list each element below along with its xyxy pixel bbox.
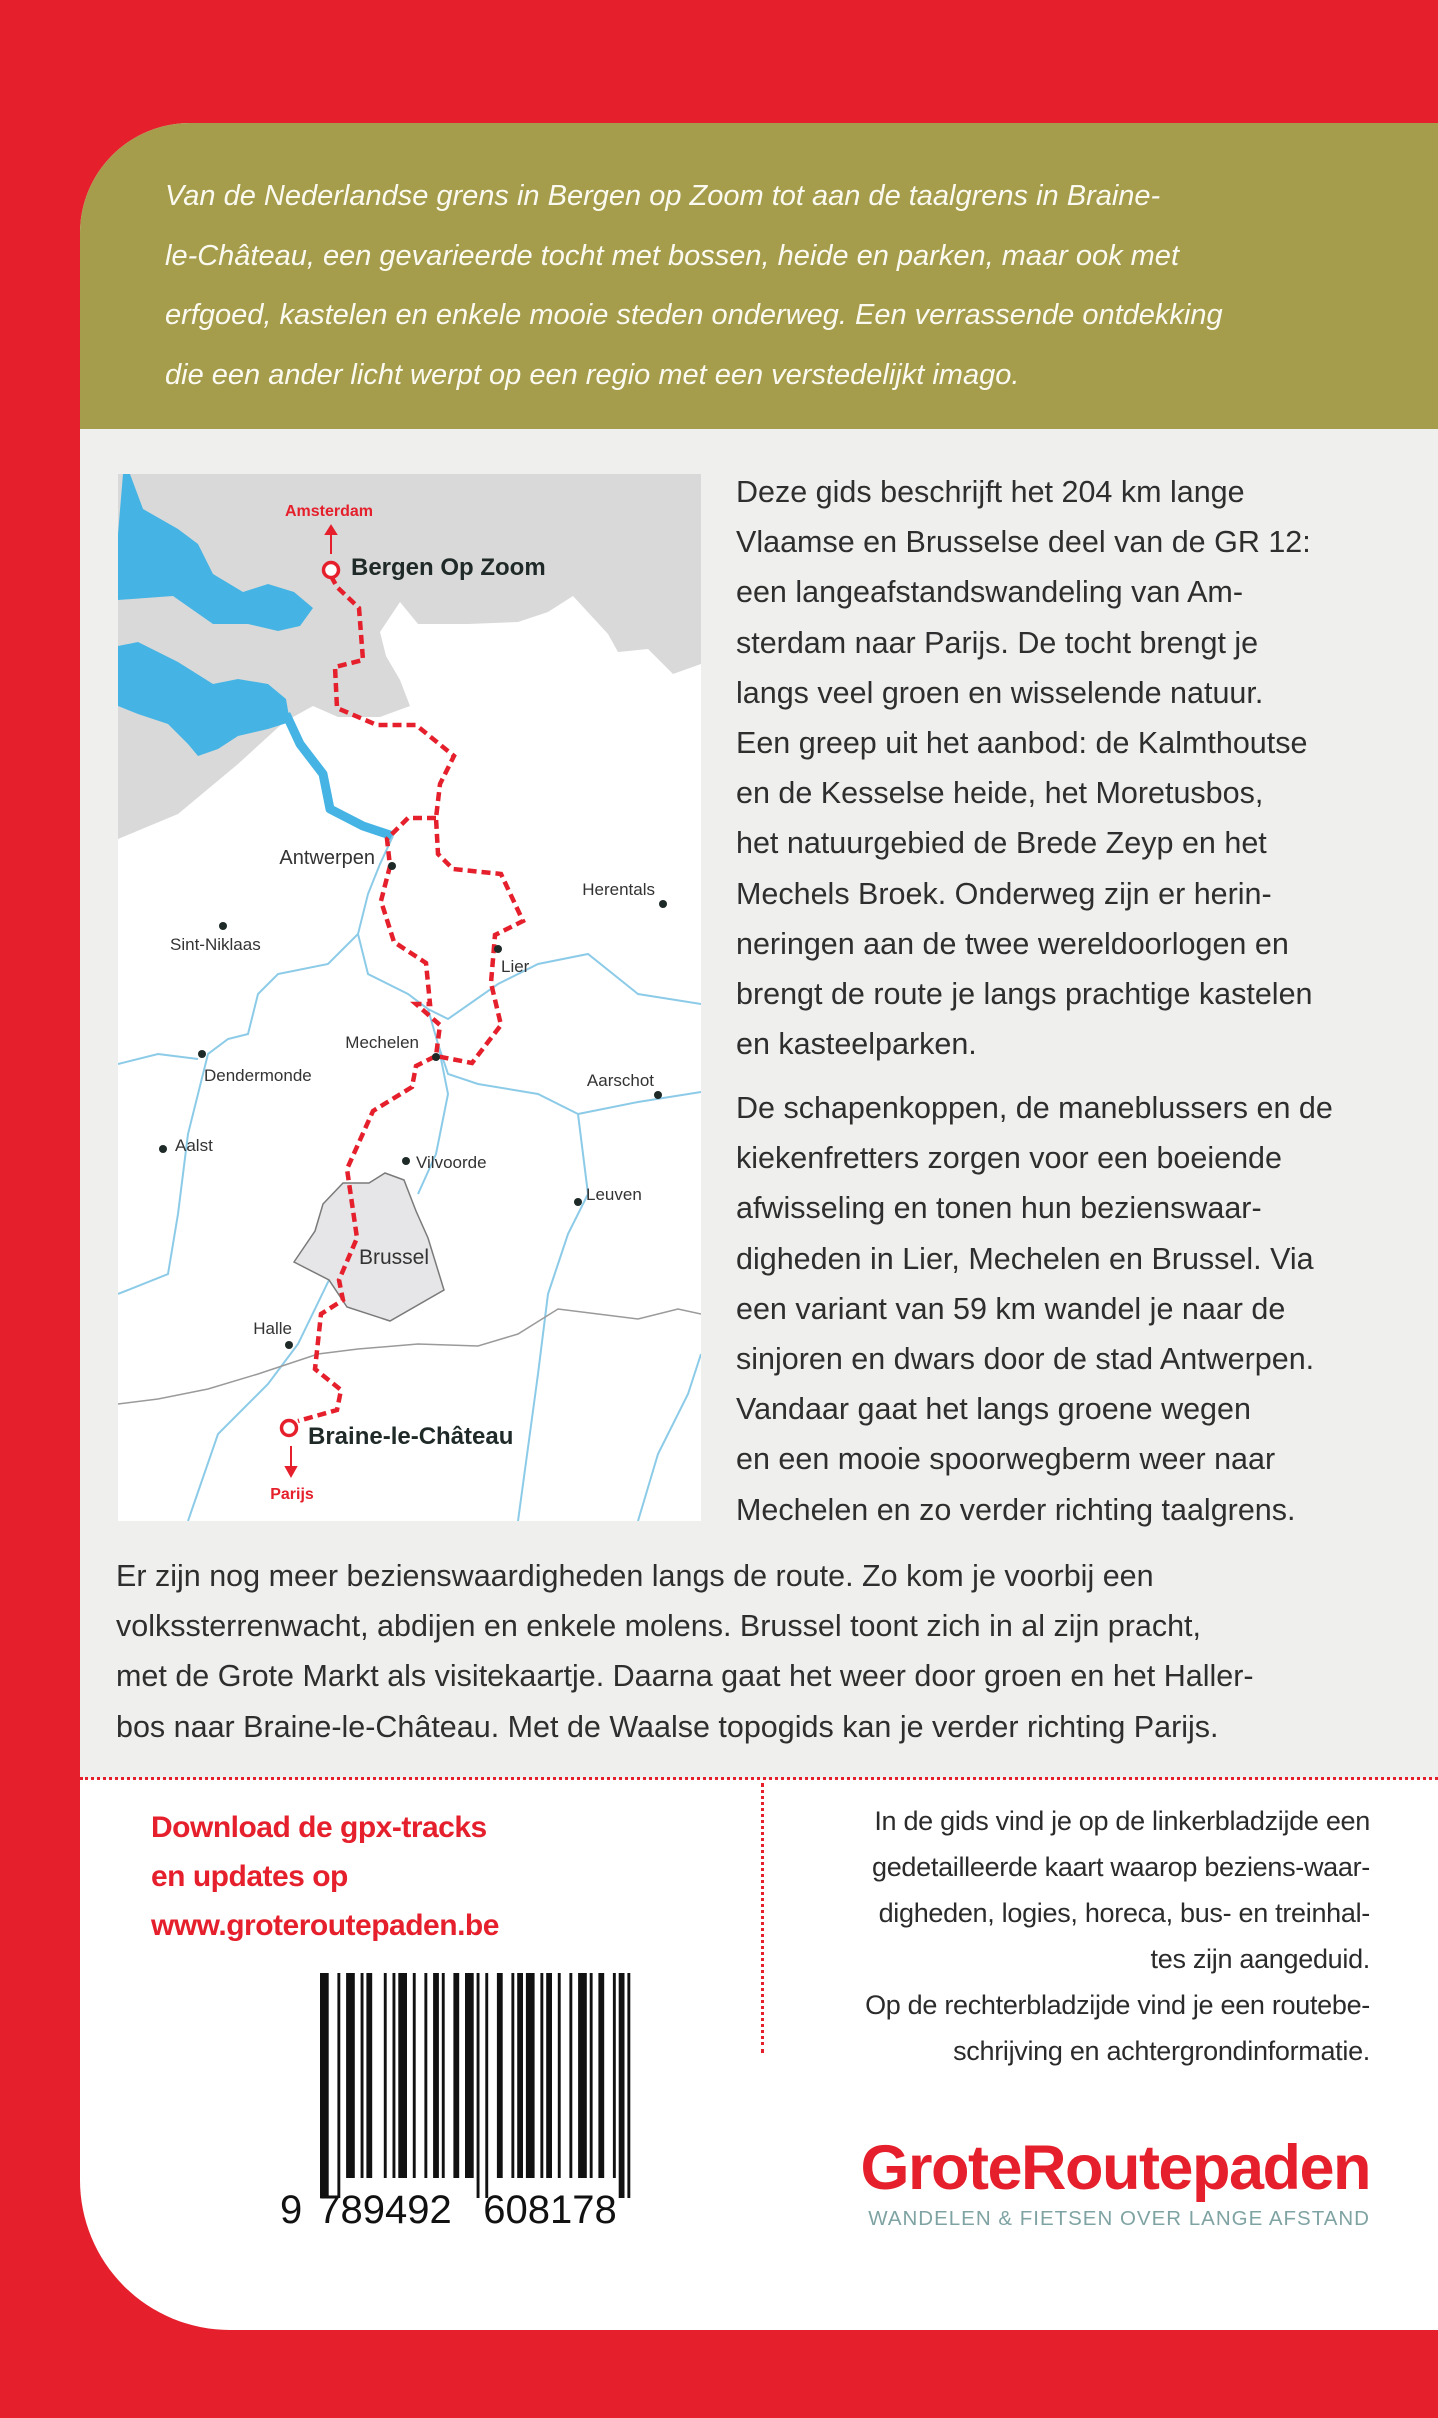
city-label-halle: Halle bbox=[253, 1319, 292, 1338]
barcode-bars bbox=[320, 1973, 630, 2198]
text-line: Download de gpx-tracks bbox=[151, 1811, 487, 1844]
end-label: Braine-le-Château bbox=[308, 1423, 514, 1450]
barcode-group-1: 789492 bbox=[318, 2188, 452, 2232]
barcode-bar bbox=[578, 1973, 587, 2178]
city-label-antwerpen: Antwerpen bbox=[279, 847, 375, 869]
text-line: brengt de route je langs prachtige kastelen bbox=[736, 977, 1313, 1012]
city-label-dendermonde: Dendermonde bbox=[204, 1066, 312, 1085]
text-line: kiekenfretters zorgen voor een boeiende bbox=[736, 1141, 1282, 1176]
description-paragraph-2 bbox=[736, 1083, 1333, 1535]
barcode-bar bbox=[598, 1973, 604, 2178]
text-line: en updates op bbox=[151, 1860, 348, 1893]
dotted-vertical-divider bbox=[761, 1783, 764, 2053]
city-label-leuven: Leuven bbox=[586, 1185, 642, 1204]
city-label-herentals: Herentals bbox=[582, 880, 655, 899]
logo-name: GroteRoutepaden bbox=[860, 2133, 1370, 2203]
barcode-bar bbox=[477, 1973, 480, 2198]
description-paragraph-3 bbox=[116, 1551, 1254, 1752]
description-paragraph-1 bbox=[736, 467, 1313, 1069]
barcode-bar bbox=[485, 1973, 488, 2198]
barcode-bar bbox=[361, 1973, 364, 2178]
text-line: met de Grote Markt als visitekaartje. Daarna gaat het weer door groen en het Haller- bbox=[116, 1659, 1254, 1694]
barcode-bar bbox=[627, 1973, 630, 2198]
city-label-aarschot: Aarschot bbox=[586, 1071, 654, 1090]
dotted-divider bbox=[80, 1777, 1438, 1780]
city-label-brussel: Brussel bbox=[359, 1246, 430, 1269]
barcode-bar bbox=[366, 1973, 372, 2178]
text-line: en een mooie spoorwegberm weer naar bbox=[736, 1442, 1276, 1477]
barcode-first-digit: 9 bbox=[280, 2188, 303, 2232]
barcode-bar bbox=[546, 1973, 552, 2178]
barcode-bar bbox=[558, 1973, 561, 2178]
text-line: sterdam naar Parijs. De tocht brengt je bbox=[736, 625, 1259, 660]
barcode-bar bbox=[337, 1973, 340, 2198]
city-label-aalst: Aalst bbox=[175, 1136, 213, 1155]
south-direction-label: Parijs bbox=[270, 1486, 314, 1503]
isbn-barcode bbox=[270, 1973, 670, 2233]
text-line: een variant van 59 km wandel je naar de bbox=[736, 1291, 1286, 1326]
text-line: tes zijn aangeduid. bbox=[1150, 1944, 1370, 1974]
download-notice bbox=[151, 1803, 499, 1950]
text-line: langs veel groen en wisselende natuur. bbox=[736, 675, 1264, 710]
barcode-bar bbox=[540, 1973, 543, 2178]
text-line: Mechels Broek. Onderweg zijn er herin- bbox=[736, 876, 1272, 911]
north-direction-label: Amsterdam bbox=[284, 503, 374, 520]
text-line: gedetailleerde kaart waarop beziens-waar- bbox=[872, 1852, 1370, 1882]
barcode-bar bbox=[590, 1973, 593, 2178]
start-label: Bergen Op Zoom bbox=[351, 554, 546, 581]
text-line: digheden in Lier, Mechelen en Brussel. Via bbox=[736, 1241, 1314, 1276]
barcode-bar bbox=[497, 1973, 503, 2178]
text-line: en kasteelparken. bbox=[736, 1027, 977, 1062]
city-label-lier: Lier bbox=[501, 957, 530, 976]
barcode-bar bbox=[384, 1973, 387, 2178]
barcode-bar bbox=[511, 1973, 514, 2178]
text-line: le-Château, een gevarieerde tocht met bossen, heide en parken, maar ook met bbox=[165, 239, 1179, 272]
barcode-bar bbox=[465, 1973, 474, 2178]
text-line: Op de rechterbladzijde vind je een routebe- bbox=[865, 1990, 1370, 2020]
text-line: het natuurgebied de Brede Zeyp en het bbox=[736, 826, 1267, 861]
barcode-bar bbox=[433, 1973, 439, 2178]
text-line: Vlaamse en Brusselse deel van de GR 12: bbox=[736, 525, 1311, 560]
barcode-bar bbox=[569, 1973, 572, 2178]
city-label-mechelen: Mechelen bbox=[345, 1033, 419, 1052]
city-label-sint-niklaas: Sint-Niklaas bbox=[170, 935, 261, 954]
text-line: afwisseling en tonen hun bezienswaar- bbox=[736, 1191, 1262, 1226]
barcode-bar bbox=[526, 1973, 535, 2178]
barcode-bar bbox=[413, 1973, 416, 2178]
text-line: Een greep uit het aanbod: de Kalmthoutse bbox=[736, 726, 1308, 761]
intro-band bbox=[80, 123, 1438, 429]
intro-text bbox=[165, 167, 1223, 405]
barcode-bar bbox=[613, 1973, 616, 2178]
text-line: erfgoed, kastelen en enkele mooie steden onderweg. Een verrassende ontdekking bbox=[165, 299, 1223, 331]
route-map bbox=[118, 474, 701, 1521]
barcode-bar bbox=[398, 1973, 407, 2178]
text-line: bos naar Braine-le-Château. Met de Waalse topogids kan je verder richting Parijs. bbox=[116, 1709, 1219, 1744]
start-marker bbox=[324, 563, 339, 578]
barcode-bar bbox=[517, 1973, 523, 2178]
text-line: schrijving en achtergrondinformatie. bbox=[953, 2036, 1370, 2066]
text-line: volkssterrenwacht, abdijen en enkele molens. Brussel toont zich in al zijn pracht, bbox=[116, 1609, 1201, 1644]
text-line: en de Kesselse heide, het Moretusbos, bbox=[736, 776, 1264, 811]
text-line: www.groteroutepaden.be bbox=[151, 1909, 499, 1942]
logo-tagline: WANDELEN & FIETSEN OVER LANGE AFSTAND bbox=[868, 2207, 1370, 2230]
barcode-bar bbox=[424, 1973, 427, 2178]
text-line: sinjoren en dwars door de stad Antwerpen. bbox=[736, 1342, 1315, 1377]
text-line: neringen aan de twee wereldoorlogen en bbox=[736, 926, 1289, 961]
text-line: In de gids vind je op de linkerbladzijde een bbox=[874, 1806, 1370, 1836]
barcode-bar bbox=[393, 1973, 396, 2178]
text-line: een langeafstandswandeling van Am- bbox=[736, 575, 1243, 610]
barcode-bar bbox=[320, 1973, 329, 2198]
back-cover-panel bbox=[80, 123, 1438, 2330]
text-line: Vandaar gaat het langs groene wegen bbox=[736, 1392, 1251, 1427]
text-line: digheden, logies, horeca, bus- en treinhal- bbox=[878, 1898, 1370, 1928]
barcode-bar bbox=[346, 1973, 355, 2178]
text-line: Mechelen en zo verder richting taalgrens. bbox=[736, 1492, 1296, 1527]
text-line: Deze gids beschrijft het 204 km lange bbox=[736, 475, 1245, 509]
guide-info bbox=[865, 1798, 1370, 2074]
grote-routepaden-logo bbox=[860, 2133, 1370, 2231]
text-line: Er zijn nog meer bezienswaardigheden langs de route. Zo kom je voorbij een bbox=[116, 1559, 1154, 1593]
text-line: die een ander licht werpt op een regio met een verstedelijkt imago. bbox=[165, 358, 1020, 391]
text-line: De schapenkoppen, de maneblussers en de bbox=[736, 1091, 1333, 1125]
barcode-bar bbox=[619, 1973, 625, 2198]
barcode-bar bbox=[453, 1973, 459, 2178]
text-line: Van de Nederlandse grens in Bergen op Zoom tot aan de taalgrens in Braine- bbox=[165, 180, 1161, 212]
barcode-bar bbox=[442, 1973, 445, 2178]
end-marker bbox=[282, 1421, 297, 1436]
city-label-vilvoorde: Vilvoorde bbox=[416, 1153, 487, 1172]
barcode-group-2: 608178 bbox=[483, 2188, 617, 2232]
